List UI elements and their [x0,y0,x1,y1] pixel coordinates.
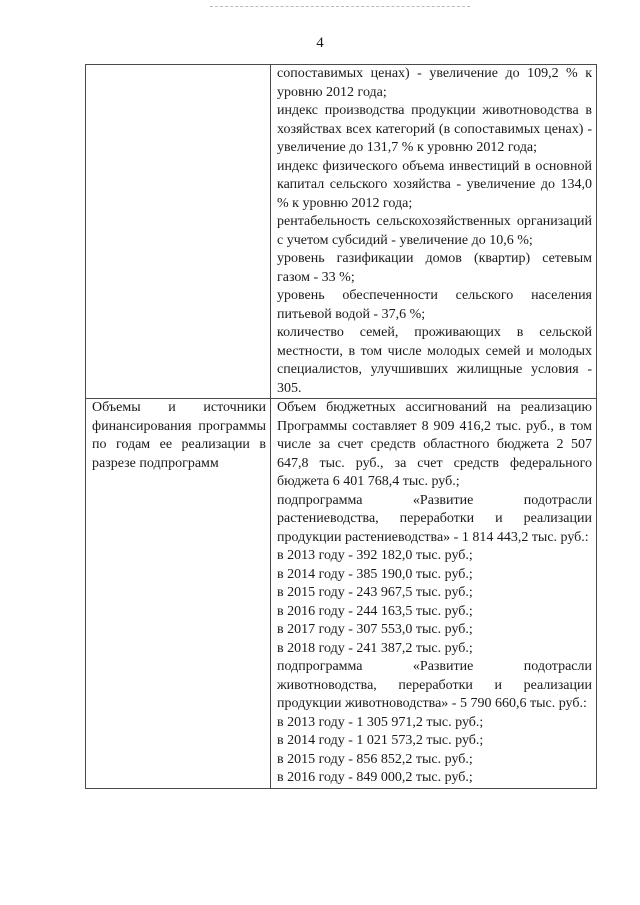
livestock-year-2015: в 2015 году - 856 852,2 тыс. руб.; [277,751,473,767]
indicator-crop-production: сопоставимых ценах) - увеличение до 109,2 % к уровню 2012 года; [277,66,592,100]
crop-year-2016: в 2016 году - 244 163,5 тыс. руб.; [277,603,473,619]
row-label-financing: Объемы и источники финансирования программы по годам ее реализации в разрезе подпрограмм [92,400,266,471]
subprogram-crop-heading: подпрограмма «Развитие подотрасли растениеводства, переработки и реализации продукции растениеводства» - 1 814 443,2 тыс. руб.: [277,492,592,545]
crop-year-2018: в 2018 году - 241 387,2 тыс. руб.; [277,640,473,656]
row-label-empty [86,65,271,399]
indicator-livestock-production: индекс производства продукции животноводства в хозяйствах всех категорий (в сопоставимых ценах) - увеличение до 131,7 % к уровню 2012 года; [277,103,592,155]
livestock-year-2014: в 2014 году - 1 021 573,2 тыс. руб.; [277,733,484,748]
financing-total: Объем бюджетных ассигнований на реализацию Программы составляет 8 909 416,2 тыс. руб., в том числе за счет средств областного бюджета 2 507 647,8 тыс. руб., за счет средств федерального бюджета 6 401 768,4 тыс. руб.; [277,400,592,489]
page-number: 4 [316,35,324,51]
crop-year-2014: в 2014 году - 385 190,0 тыс. руб.; [277,566,473,582]
crop-year-2013: в 2013 году - 392 182,0 тыс. руб.; [277,548,473,563]
table-row-financing [86,399,597,789]
indicator-investment: индекс физического объема инвестиций в основной капитал сельского хозяйства - увеличение до 134,0 % к уровню 2012 года; [277,158,592,211]
financing-cell [271,399,597,789]
crop-year-2015: в 2015 году - 243 967,5 тыс. руб.; [277,585,473,600]
indicator-gasification: уровень газификации домов (квартир) сетевым газом - 33 %; [277,251,592,285]
indicator-drinking-water: уровень обеспеченности сельского населения питьевой водой - 37,6 %; [277,288,592,322]
table-row-target-indicators [86,65,597,399]
indicator-profitability: рентабельность сельскохозяйственных организаций с учетом субсидий - увеличение до 10,6 %; [277,214,592,248]
program-passport-table [85,64,597,789]
subprogram-livestock-heading: подпрограмма «Развитие подотрасли животноводства, переработки и реализации продукции животноводства» - 5 790 660,6 тыс. руб.: [277,659,592,711]
livestock-year-2016: в 2016 году - 849 000,2 тыс. руб.; [277,770,473,785]
top-scan-rule [210,6,470,7]
crop-year-2017: в 2017 году - 307 553,0 тыс. руб.; [277,622,473,637]
target-indicators-cell [271,65,597,399]
livestock-year-2013: в 2013 году - 1 305 971,2 тыс. руб.; [277,714,484,730]
indicator-housing: количество семей, проживающих в сельской местности, в том числе молодых семей и молодых специалистов, улучшивших жилищные условия - 305. [277,325,592,396]
